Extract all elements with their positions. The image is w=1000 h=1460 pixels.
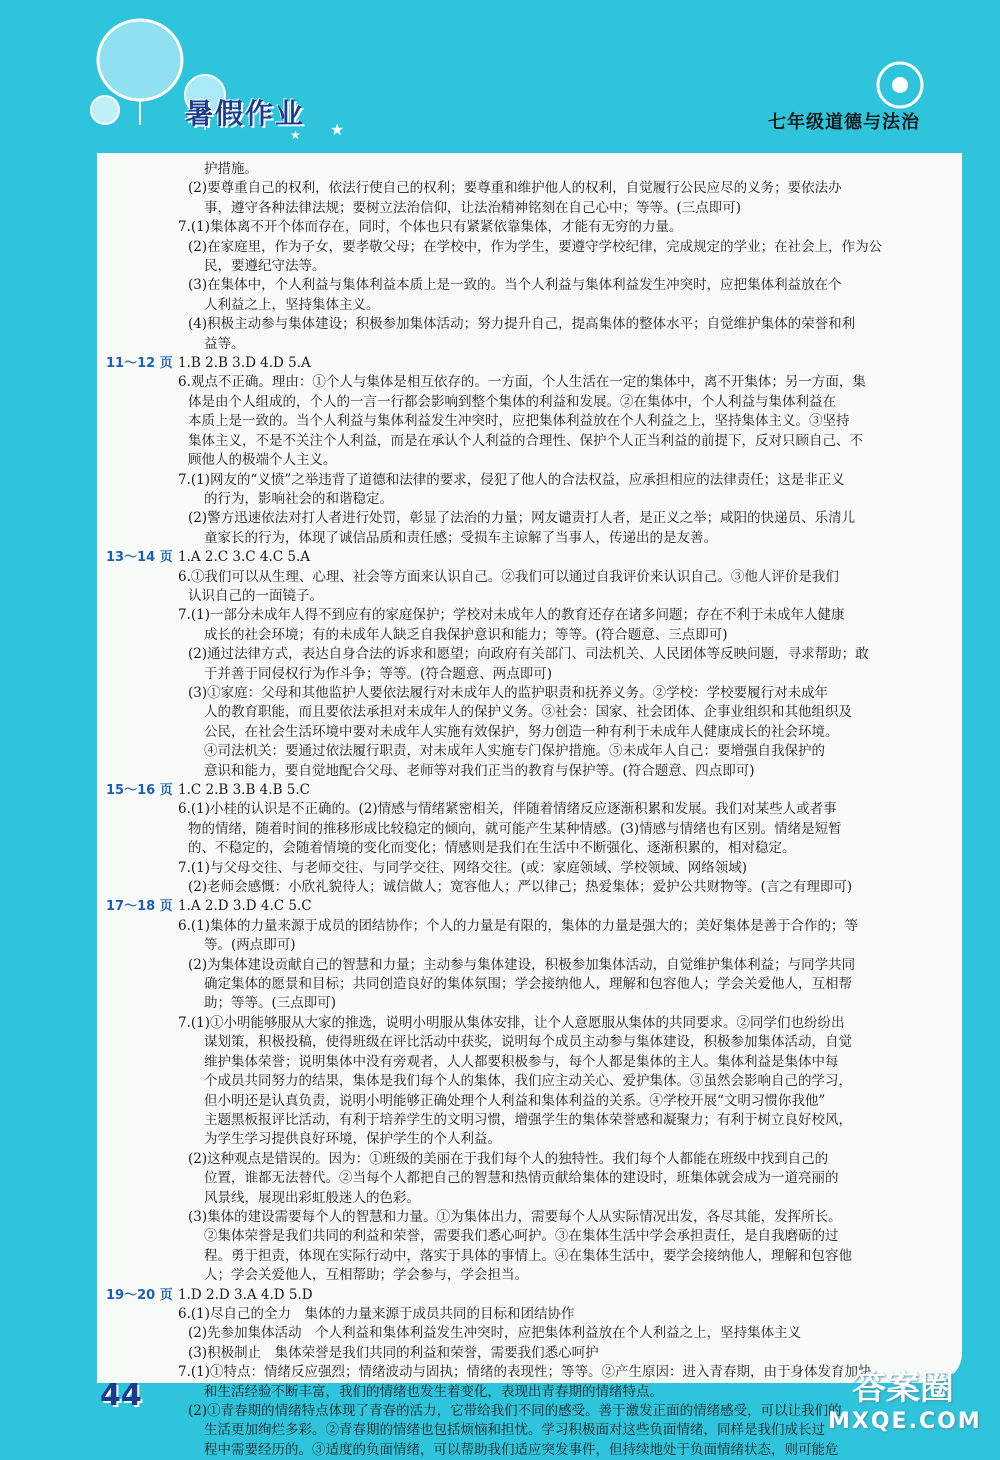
answer-line: 6.①我们可以从生理、心理、社会等方面来认识自己。②我们可以通过自我评价来认识自己。③他人评价是我们 [178, 568, 839, 585]
answer-line: (2)警方迅速依法对打人者进行处罚，彰显了法治的力量；网友谴责打人者，是正义之举；咸阳的快递员、乐清儿 [188, 510, 856, 527]
answer-line: 体是由个人组成的，个人的一言一行都会影响到整个集体的利益和发展。②在集体中，个人利益与集体利益在 [188, 393, 836, 410]
watermark-url: MXQE.COM [828, 1409, 982, 1434]
answer-line: 生活更加绚烂多彩。②青春期的情绪也包括烦恼和担忧。学习积极面对这些负面情绪，同样是我们成长过 [204, 1422, 825, 1439]
answer-line: 于并善于同侵权行为作斗争；等等。(符合题意、两点即可) [204, 665, 553, 682]
answer-line: 民，要遵纪守法等。 [204, 258, 326, 275]
answer-line: (3)积极制止 集体荣誉是我们共同的利益和荣誉，需要我们悉心呵护 [188, 1344, 599, 1361]
answer-line: 谋划策，积极投稿，使得班级在评比活动中获奖，说明每个成员主动参与集体建设，积极参加集体活动，自觉 [204, 1034, 852, 1051]
answer-line: 风景线，展现出彩虹般迷人的色彩。 [204, 1189, 420, 1206]
answer-line: 6.(1)集体的力量来源于成员的团结协作；个人的力量是有限的，集体的力量是强大的；美好集体是善于合作的；等 [178, 917, 859, 934]
subject-title: 七年级道德与法治 [768, 112, 920, 133]
answer-line: 的、不稳定的，会随着情境的变化而变化；情感则是我们在生活中不断强化、逐渐积累的，相对稳定。 [188, 840, 796, 857]
answer-line: 顾他人的极端个人主义。 [188, 452, 337, 469]
answer-section [100, 160, 950, 354]
answer-line: 6.(1)小桂的认识是不正确的。(2)情感与情绪紧密相关，伴随着情绪反应逐渐积累和发展。我们对某些人或者事 [178, 801, 837, 818]
page-header [0, 0, 1000, 160]
answer-line: 7.(1)集体离不开个体而存在，同时，个体也只有紧紧依靠集体，才能有无穷的力量。 [178, 219, 683, 236]
answer-line: 公民，在社会生活环境中要对未成年人实施有效保护，努力创造一种有利于未成年人健康成长的社会环境。 [204, 723, 839, 740]
answer-line: 事，遵守各种法律法规；要树立法治信仰，让法治精神铭刻在自己心中；等等。(三点即可) [204, 199, 742, 216]
answer-line: 6.观点不正确。理由：①个人与集体是相互依存的。一方面，个人生活在一定的集体中，离不开集体；另一方面，集 [178, 374, 866, 391]
answer-section [100, 548, 950, 781]
star-icon: ★ [330, 120, 345, 139]
answer-line: 1.C 2.B 3.B 4.B 5.C [178, 782, 310, 798]
answer-line: (2)要尊重自己的权利，依法行使自己的权利；要尊重和维护他人的权利，自觉履行公民应尽的义务；要依法办 [188, 180, 842, 197]
answer-line: 1.D 2.D 3.A 4.D 5.D [178, 1286, 313, 1303]
answer-line: 意识和能力，要自觉地配合父母、老师等对我们正当的教育与保护等。(符合题意、四点即可) [204, 762, 755, 779]
answer-line: 为学生学习提供良好环境，保护学生的个人利益。 [204, 1131, 501, 1148]
answer-line: 本质上是一致的。当个人利益与集体利益发生冲突时，应把集体利益放在个人利益之上，坚持集体主义。③坚持 [188, 413, 850, 430]
answer-line: 个成员共同努力的结果，集体是我们每个人的集体，我们应主动关心、爱护集体。③虽然会影响自己的学习， [204, 1073, 852, 1090]
answer-line: 程中需要经历的。③适度的负面情绪，可以帮助我们适应突发事件，但持续地处于负面情绪状态，则可能危 [204, 1441, 839, 1458]
answer-line: 位置，谁都无法替代。②当每个人都把自己的智慧和热情贡献给集体的建设时，班集体就会成为一道亮丽的 [204, 1170, 839, 1187]
answer-line: 1.A 2.D 3.D 4.C 5.C [178, 898, 312, 915]
answer-line: (3)①家庭：父母和其他监护人要依法履行对未成年人的监护职责和抚养义务。②学校：学校要履行对未成年 [188, 684, 829, 701]
answer-line: 等。(两点即可) [204, 937, 296, 954]
answer-line: 主题黑板报评比活动，有利于培养学生的文明习惯，增强学生的集体荣誉感和凝聚力；有利于树立良好校风， [204, 1111, 852, 1128]
answer-line: 7.(1)①特点：情绪反应强烈；情绪波动与固执；情绪的表现性；等等。②产生原因：进入青春期，由于身体发育加快 [178, 1364, 872, 1381]
answer-section [100, 897, 950, 1285]
answer-line: 成长的社会环境；有的未成年人缺乏自我保护意识和能力；等等。(符合题意、三点即可) [204, 626, 728, 643]
answer-line: ④司法机关：要通过依法履行职责，对未成年人实施专门保护措施。⑤未成年人自己：要增强自我保护的 [204, 743, 825, 760]
answer-line: ②集体荣誉是我们共同的利益和荣誉，需要我们悉心呵护。③在集体生活中学会承担责任，是自我磨砺的过 [204, 1228, 839, 1245]
answer-line: 程。勇于担责，体现在实际行动中，落实于具体的事情上。④在集体生活中，要学会接纳他人，理解和包容他 [204, 1247, 852, 1264]
answer-line: 1.B 2.B 3.D 4.D 5.A [178, 355, 311, 372]
answer-line: 童家长的行为，体现了诚信品质和责任感；受损车主谅解了当事人，传递出的是友善。 [204, 529, 717, 546]
answer-section [100, 354, 950, 548]
star-icon: ★ [290, 128, 301, 142]
answer-line: 但小明还是认真负责，说明小明能够正确处理个人利益和集体利益的关系。④学校开展“文明习惯你我他” [204, 1092, 826, 1109]
answer-line: (4)积极主动参与集体建设；积极参加集体活动；努力提升自己，提高集体的整体水平；自觉维护集体的荣誉和利 [188, 316, 856, 333]
answer-section [100, 781, 950, 897]
answer-line: 人利益之上，坚持集体主义。 [204, 296, 380, 313]
answer-line: (2)通过法律方式，表达自身合法的诉求和愿望；向政府有关部门、司法机关、人民团体等反映问题，寻求帮助；敢 [188, 646, 869, 663]
answer-line: 7.(1)网友的“义愤”之举违背了道德和法律的要求，侵犯了他人的合法权益，应承担相应的法律责任；这是非正义 [178, 471, 845, 488]
answer-line: (2)在家庭里，作为子女，要孝敬父母；在学校中，作为学生，要遵守学校纪律，完成规定的学业；在社会上，作为公 [188, 238, 883, 255]
answer-line: 的行为，影响社会的和谐稳定。 [204, 490, 393, 507]
page-range-label: 13～14 页 [106, 550, 173, 566]
answer-line: 和生活经验不断丰富，我们的情绪也发生着变化，表现出青春期的情绪特点。 [204, 1383, 663, 1400]
answer-line: 护措施。 [204, 161, 258, 177]
answer-line: (2)先参加集体活动 个人利益和集体利益发生冲突时，应把集体利益放在个人利益之上，坚持集体主义 [188, 1325, 802, 1342]
answer-line: 7.(1)与父母交往、与老师交往、与同学交往、网络交往。(或：家庭领域、学校领域、网络领域) [178, 859, 748, 876]
brand-title: 暑假作业 [185, 97, 306, 130]
answer-line: 7.(1)一部分未成年人得不到应有的家庭保护；学校对未成年人的教育还存在诸多问题；存在不利于未成年人健康 [178, 607, 845, 624]
page-range-label: 19～20 页 [106, 1287, 173, 1303]
answer-line: (2)为集体建设贡献自己的智慧和力量；主动参与集体建设，积极参加集体活动，自觉维护集体利益；与同学共同 [188, 956, 856, 973]
answer-line: (3)集体的建设需要每个人的智慧和力量。①为集体出力，需要每个人从实际情况出发，各尽其能，发挥所长。 [188, 1208, 842, 1225]
answer-line: (3)在集体中，个人利益与集体利益本质上是一致的。当个人利益与集体利益发生冲突时，应把集体利益放在个 [188, 277, 842, 294]
answer-line: 人；学会关爱他人，互相帮助；学会参与，学会担当。 [204, 1267, 528, 1284]
watermark-title: 答案圈 [852, 1368, 954, 1408]
answer-line: (2)①青春期的情绪特点体现了青春的活力，它带给我们不同的感受。善于激发正面的情绪感受，可以让我们的 [188, 1403, 842, 1419]
page-range-label: 11～12 页 [106, 356, 173, 372]
page-number: 44 [100, 1378, 142, 1413]
answer-line: 维护集体荣誉；说明集体中没有旁观者，人人都要积极参与，每个人都是集体的主人。集体利益是集体中每 [204, 1053, 839, 1070]
answer-line: (2)这种观点是错误的。因为：①班级的美丽在于我们每个人的独特性。我们每个人都能在班级中找到自己的 [188, 1150, 829, 1167]
watermark-logo [828, 1360, 982, 1434]
answer-line: 7.(1)①小明能够服从大家的推选，说明小明服从集体安排，让个人意愿服从集体的共同要求。②同学们也纷纷出 [178, 1014, 845, 1031]
page-range-label: 15～16 页 [106, 783, 173, 798]
answer-line: 认识自己的一面镜子。 [188, 587, 323, 604]
answer-line: 人的教育职能，而且要依法承担对未成年人的保护义务。③社会：国家、社会团体、企事业组织和其他组织及 [204, 704, 852, 721]
answer-line: 物的情绪，随着时间的推移形成比较稳定的倾向，就可能产生某种情感。(3)情感与情绪也有区别。情绪是短暂 [188, 820, 842, 837]
answer-line: 助；等等。(三点即可) [204, 995, 337, 1012]
page-range-label: 17～18 页 [106, 899, 173, 915]
answer-line: 集体主义，不是不关注个人利益，而是在承认个人利益的合理性、保护个人正当利益的前提下，反对只顾自己、不 [188, 432, 863, 449]
answer-line: 确定集体的愿景和目标；共同创造良好的集体氛围；学会接纳他人，理解和包容他人；学会关爱他人，互相帮 [204, 976, 852, 993]
answer-line: (2)老师会感慨：小欣礼貌待人；诚信做人；宽容他人；严以律己；热爱集体；爱护公共财物等。(言之有理即可) [188, 879, 853, 896]
answer-section [100, 1286, 950, 1460]
answer-line: 6.(1)尽自己的全力 集体的力量来源于成员共同的目标和团结协作 [178, 1305, 575, 1322]
answer-line: 益等。 [204, 335, 245, 352]
answer-content [100, 160, 950, 1460]
answer-line: 1.A 2.C 3.C 4.C 5.A [178, 549, 311, 566]
